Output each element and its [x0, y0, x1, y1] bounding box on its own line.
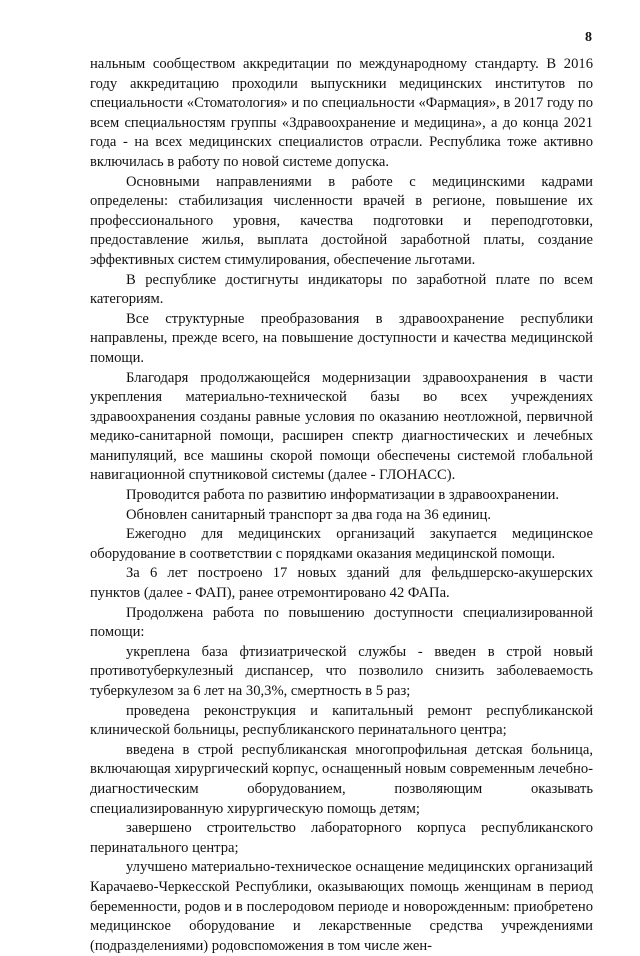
paragraph: нальным сообществом аккредитации по международному стандарту. В 2016 году аккредитацию проходили выпускники медицинских институтов по специальности «Стоматология» и по специальности «Фармация», в 2017 году по всем специальностям группы «Здравоохранение и медицина», а до конца 2021 года - на всех медицинских специалистов отрасли. Республика тоже активно включилась в работу по новой системе допуска.	[90, 56, 593, 170]
document-body	[90, 55, 593, 956]
page-number: 8	[585, 30, 592, 45]
list-item: завершено строительство лабораторного корпуса республиканского перинатального центра;	[90, 820, 593, 856]
paragraph: Ежегодно для медицинских организаций закупается медицинское оборудование в соответствии с порядками оказания медицинской помощи.	[90, 526, 593, 562]
paragraph: За 6 лет построено 17 новых зданий для фельдшерско-акушерских пунктов (далее - ФАП), ранее отремонтировано 42 ФАПа.	[90, 565, 593, 602]
paragraph: Благодаря продолжающейся модернизации здравоохранения в части укрепления материально-технической базы во всех учреждениях здравоохранения созданы равные условия по оказанию неотложной, первичной медико-санитарной помощи, расширен спектр диагностических и лечебных манипуляций, все машины скорой помощи обеспечены системой глобальной навигационной спутниковой системы (далее - ГЛОНАСС).	[90, 369, 593, 484]
list-item: укреплена база фтизиатрической службы - введен в строй новый противотуберкулезный диспансер, что позволило снизить заболеваемость туберкулезом за 6 лет на 30,3%, смертность в 5 раз;	[90, 643, 593, 699]
list-item: проведена реконструкция и капитальный ремонт республиканской клинической больницы, республиканского перинатального центра;	[90, 702, 593, 739]
list-item: улучшено материально-техническое оснащение медицинских организаций Карачаево-Черкесской Республики, оказывающих помощь женщинам в период беременности, родов и в послеродовом периоде и новорожденным: приобретено медицинское оборудование и лекарственные средства учреждениями (подразделениями) родовспоможения в том числе жен-	[90, 859, 593, 954]
paragraph: Проводится работа по развитию информатизации в здравоохранении.	[126, 487, 560, 504]
paragraph: В республике достигнуты индикаторы по заработной плате по всем категориям.	[90, 271, 593, 308]
paragraph: Обновлен санитарный транспорт за два года на 36 единиц.	[126, 506, 491, 523]
paragraph: Все структурные преобразования в здравоохранение республики направлены, прежде всего, на повышение доступности и качества медицинской помощи.	[90, 310, 593, 366]
paragraph: Основными направлениями в работе с медицинскими кадрами определены: стабилизация численности врачей в регионе, повышение их профессионального уровня, качества подготовки и переподготовки, предоставление жилья, выплата достойной заработной платы, создание эффективных систем стимулирования, обеспечение льготами.	[90, 173, 593, 268]
list-item: введена в строй республиканская многопрофильная детская больница, включающая хирургический корпус, оснащенный новым современным лечебно-диагностическим оборудованием, позволяющим оказывать специализированную хирургическую помощь детям;	[90, 741, 593, 817]
paragraph: Продолжена работа по повышению доступности специализированной помощи:	[90, 604, 593, 641]
